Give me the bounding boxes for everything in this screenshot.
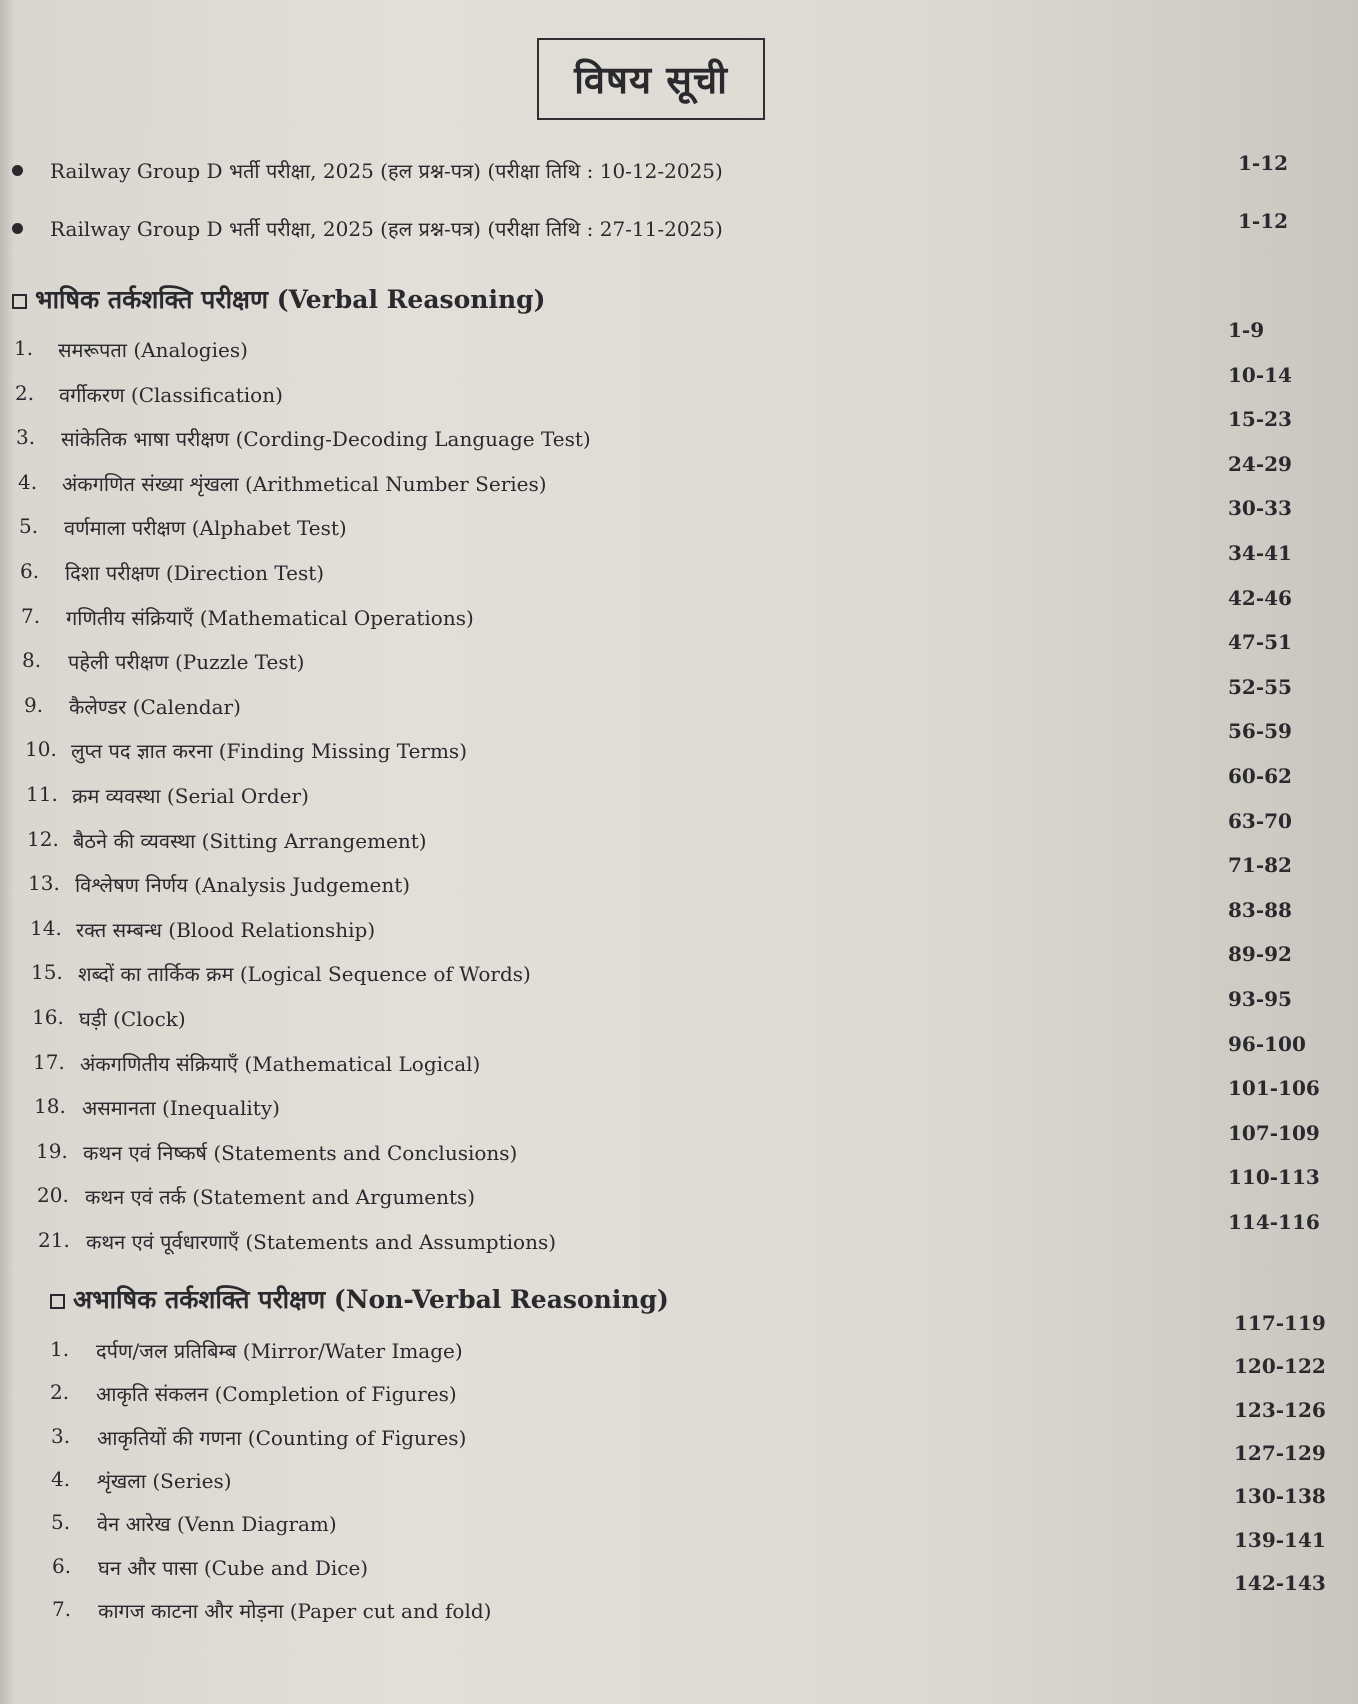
entry-pages: 123-126 bbox=[1234, 1398, 1326, 1422]
section-heading-text: अभाषिक तर्कशक्ति परीक्षण (Non-Verbal Reasoning) bbox=[73, 1285, 669, 1314]
entry-number: 2. bbox=[15, 381, 35, 405]
entry-pages: 1-9 bbox=[1228, 318, 1265, 342]
entry-number: 20. bbox=[37, 1183, 69, 1207]
entry-title: शब्दों का तार्किक क्रम (Logical Sequence of Words) bbox=[78, 962, 531, 986]
toc-entry[interactable] bbox=[0, 1311, 1358, 1375]
entry-number: 5. bbox=[51, 1510, 71, 1534]
toc-entry[interactable] bbox=[0, 1121, 1358, 1177]
toc-entry[interactable] bbox=[0, 1354, 1358, 1418]
checkbox-square-icon bbox=[12, 294, 27, 309]
entry-title: घन और पासा (Cube and Dice) bbox=[98, 1556, 369, 1580]
entry-title: असमानता (Inequality) bbox=[82, 1096, 280, 1120]
entry-title: आकृति संकलन (Completion of Figures) bbox=[96, 1382, 457, 1406]
entry-title: लुप्त पद ज्ञात करना (Finding Missing Terms) bbox=[71, 739, 468, 763]
entry-number: 18. bbox=[34, 1094, 66, 1118]
toc-entry[interactable] bbox=[0, 452, 1358, 508]
toc-entry[interactable] bbox=[0, 1484, 1358, 1548]
bullet-icon bbox=[12, 223, 23, 234]
entry-title: वर्णमाला परीक्षण (Alphabet Test) bbox=[64, 516, 347, 540]
entry-title: शृंखला (Series) bbox=[97, 1469, 232, 1493]
section-heading-text: भाषिक तर्कशक्ति परीक्षण (Verbal Reasoning) bbox=[35, 285, 546, 314]
entry-number: 10. bbox=[25, 737, 57, 761]
entry-pages: 42-46 bbox=[1228, 586, 1292, 610]
bullet-icon bbox=[12, 165, 23, 176]
entry-number: 2. bbox=[50, 1380, 70, 1404]
entry-pages: 52-55 bbox=[1228, 675, 1292, 699]
entry-title: कथन एवं पूर्वधारणाएँ (Statements and Assumptions) bbox=[86, 1230, 557, 1254]
toc-entry[interactable] bbox=[0, 407, 1358, 463]
entry-number: 3. bbox=[16, 425, 36, 449]
entry-pages: 120-122 bbox=[1234, 1354, 1326, 1378]
entry-number: 6. bbox=[20, 559, 40, 583]
toc-entry[interactable] bbox=[0, 541, 1358, 597]
entry-title: Railway Group D भर्ती परीक्षा, 2025 (हल प्रश्न-पत्र) (परीक्षा तिथि : 10-12-2025) bbox=[50, 159, 723, 183]
entry-title: Railway Group D भर्ती परीक्षा, 2025 (हल प्रश्न-पत्र) (परीक्षा तिथि : 27-11-2025) bbox=[50, 217, 723, 241]
toc-entry[interactable] bbox=[0, 318, 1358, 374]
toc-entry[interactable] bbox=[0, 363, 1358, 419]
entry-pages: 60-62 bbox=[1228, 764, 1292, 788]
entry-number: 3. bbox=[51, 1424, 71, 1448]
toc-entry[interactable] bbox=[0, 898, 1358, 954]
entry-number: 6. bbox=[52, 1554, 72, 1578]
entry-pages: 93-95 bbox=[1228, 987, 1292, 1011]
toc-entry[interactable] bbox=[0, 1441, 1358, 1505]
entry-number: 15. bbox=[31, 960, 63, 984]
entry-title: दर्पण/जल प्रतिबिम्ब (Mirror/Water Image) bbox=[96, 1339, 463, 1363]
entry-pages: 110-113 bbox=[1228, 1165, 1320, 1189]
entry-pages: 10-14 bbox=[1228, 363, 1292, 387]
entry-pages: 89-92 bbox=[1228, 942, 1292, 966]
entry-title: आकृतियों की गणना (Counting of Figures) bbox=[97, 1426, 467, 1450]
entry-pages: 96-100 bbox=[1228, 1032, 1306, 1056]
toc-entry[interactable] bbox=[0, 211, 1358, 251]
entry-title: अंकगणितीय संक्रियाएँ (Mathematical Logical) bbox=[80, 1052, 481, 1076]
entry-pages: 24-29 bbox=[1228, 452, 1292, 476]
entry-title: वेन आरेख (Venn Diagram) bbox=[97, 1512, 337, 1536]
entry-title: अंकगणित संख्या शृंखला (Arithmetical Number Series) bbox=[62, 472, 547, 496]
toc-entry[interactable] bbox=[0, 630, 1358, 686]
entry-pages: 117-119 bbox=[1234, 1311, 1326, 1335]
checkbox-square-icon bbox=[50, 1294, 65, 1309]
entry-number: 8. bbox=[22, 648, 42, 672]
entry-number: 1. bbox=[14, 336, 34, 360]
entry-pages: 15-23 bbox=[1228, 407, 1292, 431]
entry-number: 7. bbox=[21, 604, 41, 628]
entry-title: बैठने की व्यवस्था (Sitting Arrangement) bbox=[73, 829, 427, 853]
toc-entry[interactable] bbox=[0, 1032, 1358, 1088]
entry-pages: 101-106 bbox=[1228, 1076, 1320, 1100]
entry-pages: 114-116 bbox=[1228, 1210, 1320, 1234]
entry-number: 4. bbox=[51, 1467, 71, 1491]
entry-pages: 56-59 bbox=[1228, 719, 1292, 743]
entry-title: कथन एवं तर्क (Statement and Arguments) bbox=[85, 1185, 476, 1209]
entry-number: 16. bbox=[32, 1005, 64, 1029]
entry-pages: 47-51 bbox=[1228, 630, 1292, 654]
entry-pages: 34-41 bbox=[1228, 541, 1292, 565]
entry-number: 21. bbox=[38, 1228, 70, 1252]
entry-number: 13. bbox=[28, 871, 60, 895]
section-heading bbox=[12, 282, 545, 316]
entry-title: कथन एवं निष्कर्ष (Statements and Conclusions) bbox=[83, 1141, 518, 1165]
toc-entry[interactable] bbox=[0, 1076, 1358, 1132]
toc-entry[interactable] bbox=[0, 675, 1358, 731]
entry-pages: 127-129 bbox=[1234, 1441, 1326, 1465]
entry-pages: 130-138 bbox=[1234, 1484, 1326, 1508]
entry-number: 1. bbox=[50, 1337, 70, 1361]
entry-number: 7. bbox=[52, 1597, 72, 1621]
entry-title: विश्लेषण निर्णय (Analysis Judgement) bbox=[75, 873, 411, 897]
entry-title: समरूपता (Analogies) bbox=[58, 338, 248, 362]
entry-number: 12. bbox=[27, 827, 59, 851]
toc-entry[interactable] bbox=[0, 942, 1358, 998]
page-title: विषय सूची bbox=[537, 38, 765, 120]
entry-number: 19. bbox=[36, 1139, 68, 1163]
entry-title: कागज काटना और मोड़ना (Paper cut and fold) bbox=[98, 1599, 492, 1623]
toc-entry[interactable] bbox=[0, 853, 1358, 909]
entry-title: वर्गीकरण (Classification) bbox=[59, 383, 283, 407]
toc-entry[interactable] bbox=[0, 1571, 1358, 1635]
entry-title: पहेली परीक्षण (Puzzle Test) bbox=[68, 650, 305, 674]
toc-entry[interactable] bbox=[0, 987, 1358, 1043]
toc-entry[interactable] bbox=[0, 586, 1358, 642]
toc-entry[interactable] bbox=[0, 1165, 1358, 1221]
entry-pages: 83-88 bbox=[1228, 898, 1292, 922]
toc-entry[interactable] bbox=[0, 153, 1358, 193]
entry-pages: 1-12 bbox=[1238, 209, 1289, 233]
toc-entry[interactable] bbox=[0, 764, 1358, 820]
entry-title: रक्त सम्बन्ध (Blood Relationship) bbox=[76, 918, 376, 942]
entry-number: 14. bbox=[30, 916, 62, 940]
entry-pages: 107-109 bbox=[1228, 1121, 1320, 1145]
entry-number: 9. bbox=[24, 693, 44, 717]
entry-number: 4. bbox=[18, 470, 38, 494]
toc-entry[interactable] bbox=[0, 809, 1358, 865]
entry-title: गणितीय संक्रियाएँ (Mathematical Operations) bbox=[66, 606, 474, 630]
toc-entry[interactable] bbox=[0, 1398, 1358, 1462]
section-heading bbox=[50, 1282, 669, 1316]
entry-number: 17. bbox=[33, 1050, 65, 1074]
entry-title: सांकेतिक भाषा परीक्षण (Cording-Decoding Language Test) bbox=[61, 427, 591, 451]
entry-title: क्रम व्यवस्था (Serial Order) bbox=[72, 784, 309, 808]
entry-pages: 71-82 bbox=[1228, 853, 1292, 877]
entry-title: कैलेण्डर (Calendar) bbox=[69, 695, 241, 719]
entry-number: 11. bbox=[26, 782, 58, 806]
toc-entry[interactable] bbox=[0, 1528, 1358, 1592]
toc-entry[interactable] bbox=[0, 719, 1358, 775]
entry-pages: 139-141 bbox=[1234, 1528, 1326, 1552]
entry-pages: 142-143 bbox=[1234, 1571, 1326, 1595]
entry-title: दिशा परीक्षण (Direction Test) bbox=[65, 561, 325, 585]
entry-number: 5. bbox=[19, 514, 39, 538]
entry-pages: 30-33 bbox=[1228, 496, 1292, 520]
toc-entry[interactable] bbox=[0, 1210, 1358, 1266]
toc-entry[interactable] bbox=[0, 496, 1358, 552]
entry-pages: 1-12 bbox=[1238, 151, 1289, 175]
entry-pages: 63-70 bbox=[1228, 809, 1292, 833]
entry-title: घड़ी (Clock) bbox=[79, 1007, 186, 1031]
